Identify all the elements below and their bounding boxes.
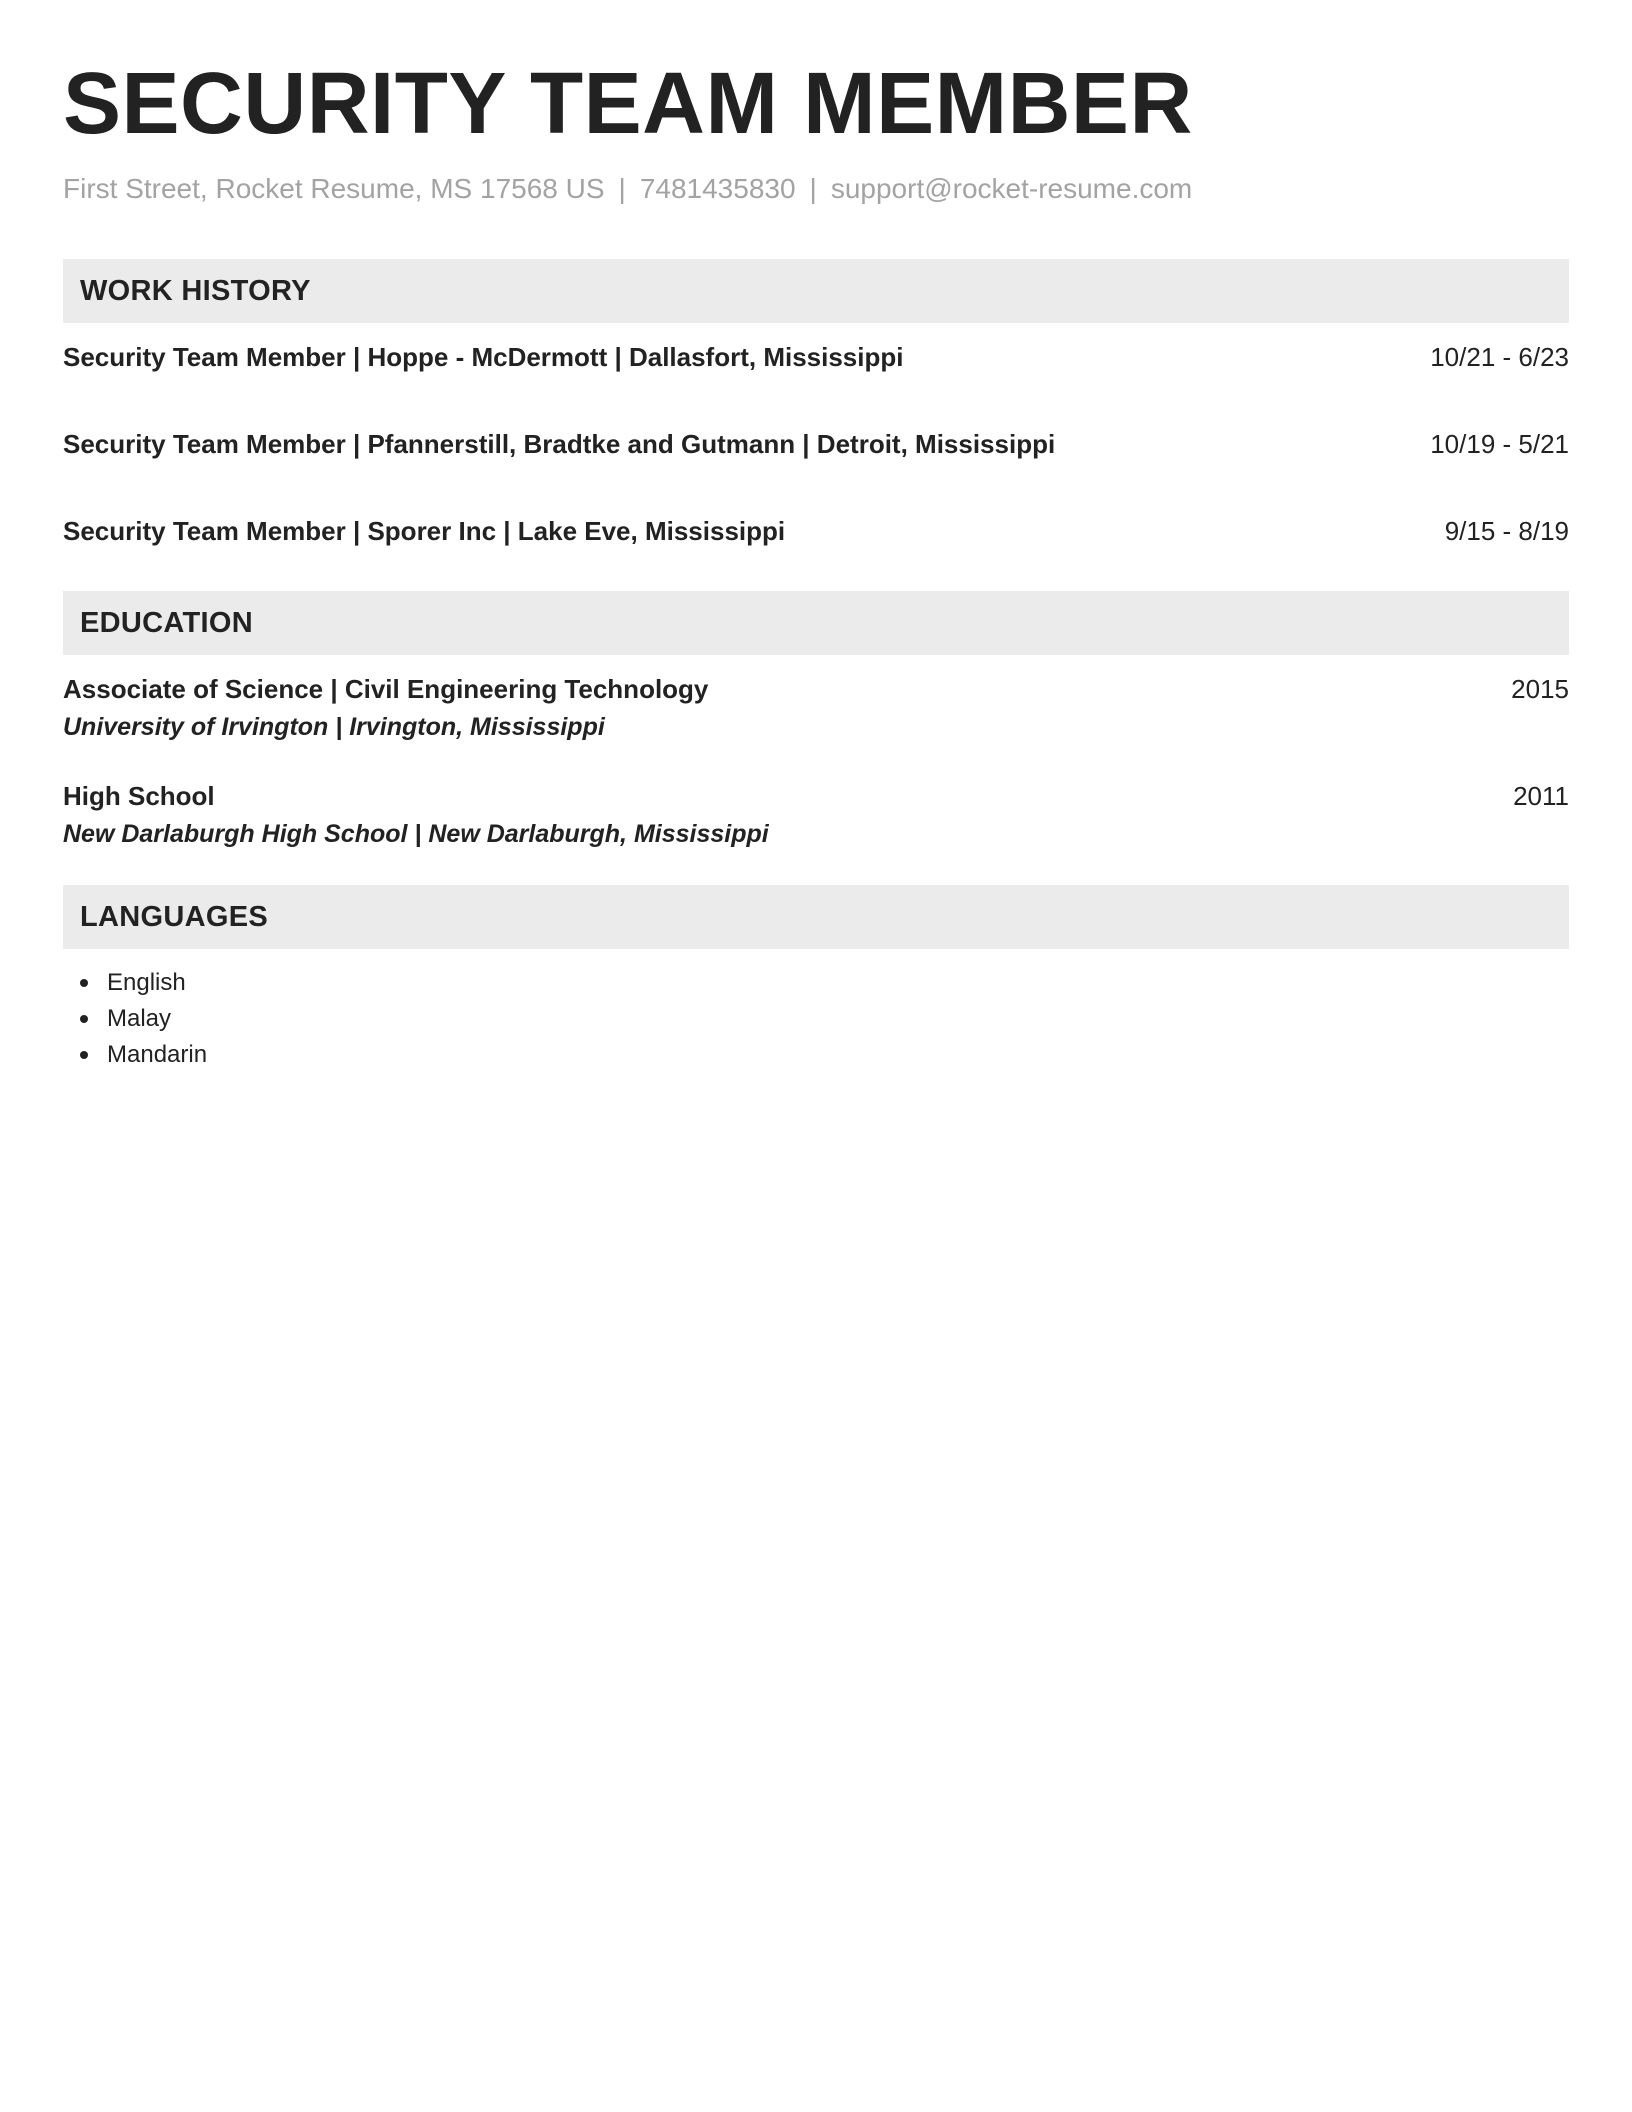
contact-phone: 7481435830 (639, 173, 796, 204)
education-year: 2015 (1511, 674, 1569, 704)
contact-line (63, 172, 1569, 206)
job-dates: 10/21 - 6/23 (1430, 342, 1569, 372)
education-entry (63, 780, 1569, 850)
education-row (63, 780, 1569, 812)
language-name: Mandarin (107, 1041, 208, 1068)
education-year: 2011 (1513, 781, 1569, 811)
job-dates: 10/19 - 5/21 (1430, 429, 1569, 459)
language-name: English (107, 969, 186, 996)
work-history-header: WORK HISTORY (63, 259, 1569, 323)
education-school: New Darlaburgh High School | New Darlaburgh, Mississippi (63, 820, 769, 848)
list-item (107, 1037, 1569, 1073)
contact-address: First Street, Rocket Resume, MS 17568 US (63, 173, 605, 204)
bullet-icon (80, 979, 88, 987)
bullet-icon (80, 1015, 88, 1023)
education-degree: Associate of Science | Civil Engineering Technology (63, 674, 709, 704)
job-entry (63, 428, 1569, 460)
languages-list (63, 965, 1569, 1073)
job-entry (63, 341, 1569, 373)
education-entry (63, 673, 1569, 743)
education-row (63, 673, 1569, 705)
job-entry (63, 515, 1569, 547)
job-title: Security Team Member | Hoppe - McDermott | Dallasfort, Mississippi (63, 342, 904, 372)
languages-header: LANGUAGES (63, 885, 1569, 949)
contact-email: support@rocket-resume.com (830, 173, 1193, 204)
education-school: University of Irvington | Irvington, Mississippi (63, 713, 605, 741)
education-header: EDUCATION (63, 591, 1569, 655)
education-degree: High School (63, 781, 215, 811)
job-title: Security Team Member | Pfannerstill, Bradtke and Gutmann | Detroit, Mississippi (63, 429, 1056, 459)
job-dates: 9/15 - 8/19 (1444, 516, 1569, 546)
contact-separator: | (809, 173, 817, 204)
list-item (107, 965, 1569, 1001)
contact-separator: | (618, 173, 626, 204)
resume-name: SECURITY TEAM MEMBER (63, 55, 1193, 152)
bullet-icon (80, 1051, 88, 1059)
list-item (107, 1001, 1569, 1037)
language-name: Malay (107, 1005, 172, 1032)
job-title: Security Team Member | Sporer Inc | Lake Eve, Mississippi (63, 516, 786, 546)
